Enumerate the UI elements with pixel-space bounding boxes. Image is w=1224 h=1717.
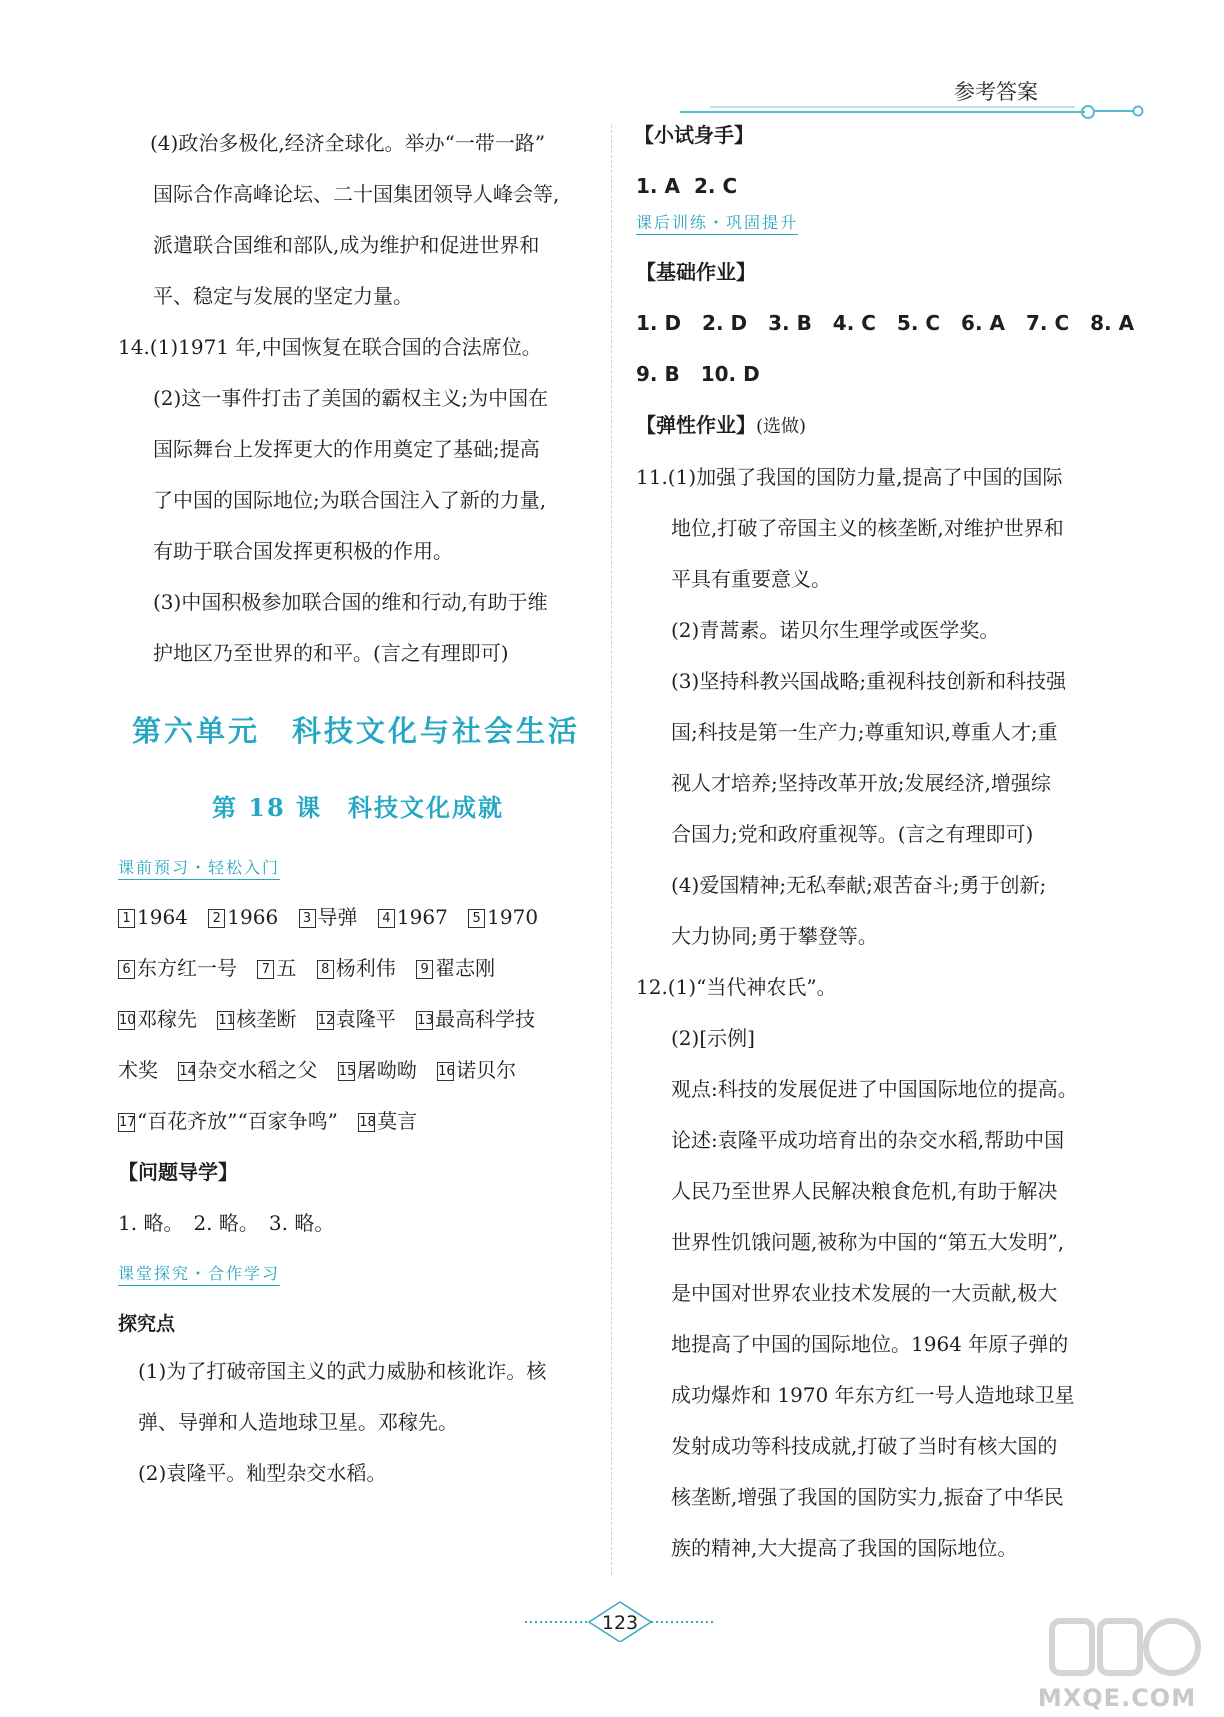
answer-line: (2)青蒿素。诺贝尔生理学或医学奖。: [671, 618, 1000, 642]
answer-line: 平具有重要意义。: [671, 567, 831, 591]
explore-head: 探究点: [118, 1313, 176, 1335]
answer-line: 国;科技是第一生产力;尊重知识,尊重人才;重: [671, 720, 1058, 744]
fill-blank-row: 术奖 14杂交水稻之父 15屠呦呦 16诺贝尔: [118, 1058, 517, 1082]
section-head-tanxing: 【弹性作业】(选做): [636, 413, 807, 437]
answer-line: (3)中国积极参加联合国的维和行动,有助于维: [153, 590, 548, 614]
answer-line: 弹、导弹和人造地球卫星。邓稼先。: [138, 1410, 458, 1434]
answer-line: 11.(1)加强了我国的国防力量,提高了中国的国际: [636, 465, 1063, 489]
lesson-title: 第 18 课 科技文化成就: [211, 793, 505, 822]
section-label-after: 课后训练・巩固提升: [636, 212, 798, 235]
fill-blank-row: 17“百花齐放”“百家争鸣” 18莫言: [119, 1109, 418, 1133]
answer-line: 有助于联合国发挥更积极的作用。: [153, 539, 453, 563]
answer-line: 世界性饥饿问题,被称为中国的“第五大发明”,: [671, 1230, 1065, 1254]
fill-blank-row: 1 1964 2 1966 3 导弹 4 1967 5 1970: [118, 892, 598, 943]
watermark-text: MXQE.COM: [1037, 1684, 1197, 1712]
section-label-preview: 课前预习・轻松入门: [118, 857, 280, 880]
answer-line: 族的精神,大大提高了我国的国际地位。: [671, 1536, 1018, 1560]
answer-line: 派遣联合国维和部队,成为维护和促进世界和: [153, 233, 540, 257]
answer-line: (2)这一事件打击了美国的霸权主义;为中国在: [153, 386, 549, 410]
answer-line: 论述:袁隆平成功培育出的杂交水稻,帮助中国: [671, 1128, 1065, 1152]
watermark-logo: [1022, 1603, 1212, 1713]
answer-line: 大力协同;勇于攀登等。: [671, 924, 878, 948]
answer-line: 核垄断,增强了我国的国防实力,振奋了中华民: [671, 1485, 1064, 1509]
answer-line: 14.(1)1971 年,中国恢复在联合国的合法席位。: [118, 335, 542, 359]
answer-line: (2)袁隆平。籼型杂交水稻。: [138, 1461, 387, 1485]
fill-blank-row: 10邓稼先 11核垄断 12袁隆平 13最高科学技: [119, 1007, 536, 1031]
answer-line: 地位,打破了帝国主义的核垄断,对维护世界和: [671, 516, 1064, 540]
answer-line: (2)[示例]: [671, 1026, 755, 1050]
answer-line: 人民乃至世界人民解决粮食危机,有助于解决: [671, 1179, 1058, 1203]
answer-line: 护地区乃至世界的和平。(言之有理即可): [153, 641, 509, 665]
answer-line: 观点:科技的发展促进了中国国际地位的提高。: [671, 1077, 1078, 1101]
answer-line: 国际合作高峰论坛、二十国集团领导人峰会等,: [153, 182, 560, 206]
xiaoshi-answers: 1. A 2. C: [636, 174, 738, 198]
fill-blank-row: 6 东方红一号 7 五 8 杨利伟 9 翟志刚: [118, 943, 598, 994]
answer-line: (4)爱国精神;无私奉献;艰苦奋斗;勇于创新;: [671, 873, 1047, 897]
section-label-class: 课堂探究・合作学习: [118, 1263, 280, 1286]
section-head-wenti: 【问题导学】: [118, 1160, 238, 1184]
unit-title: 第六单元 科技文化与社会生活: [132, 714, 581, 748]
section-head-jichu: 【基础作业】: [636, 260, 756, 284]
answer-line: 是中国对世界农业技术发展的一大贡献,极大: [671, 1281, 1058, 1305]
answer-line: 成功爆炸和 1970 年东方红一号人造地球卫星: [671, 1383, 1075, 1407]
page-number-badge: [525, 1598, 715, 1642]
column-divider: [611, 125, 612, 1575]
answer-line: (3)坚持科教兴国战略;重视科技创新和科技强: [671, 669, 1067, 693]
answer-line: 国际舞台上发挥更大的作用奠定了基础;提高: [153, 437, 540, 461]
answer-line: 地提高了中国的国际地位。1964 年原子弹的: [671, 1332, 1069, 1356]
page-number: 123: [601, 1612, 639, 1634]
section-head-xiaoshi: 【小试身手】: [634, 123, 754, 147]
answer-line: 发射成功等科技成就,打破了当时有核大国的: [671, 1434, 1058, 1458]
wenti-answers: 1. 略。 2. 略。 3. 略。: [118, 1211, 335, 1235]
right-column: [634, 118, 1135, 1574]
answer-line: (1)为了打破帝国主义的武力威胁和核讹诈。核: [138, 1359, 547, 1383]
left-column: [118, 118, 598, 1499]
page-header-title: 参考答案: [954, 80, 1038, 104]
answer-line: 12.(1)“当代神农氏”。: [636, 975, 837, 999]
answer-line: 了中国的国际地位;为联合国注入了新的力量,: [153, 488, 547, 512]
jichu-answers-row: 9. B 10. D: [636, 362, 760, 386]
answer-line: (4)政治多极化,经济全球化。举办“一带一路”: [150, 131, 546, 155]
answer-line: 合国力;党和政府重视等。(言之有理即可): [671, 822, 1034, 846]
answer-line: 平、稳定与发展的坚定力量。: [153, 284, 413, 308]
answer-line: 视人才培养;坚持改革开放;发展经济,增强综: [671, 771, 1051, 795]
jichu-answers-row: 1. D 2. D 3. B 4. C 5. C 6. A 7. C 8. A: [636, 311, 1135, 335]
